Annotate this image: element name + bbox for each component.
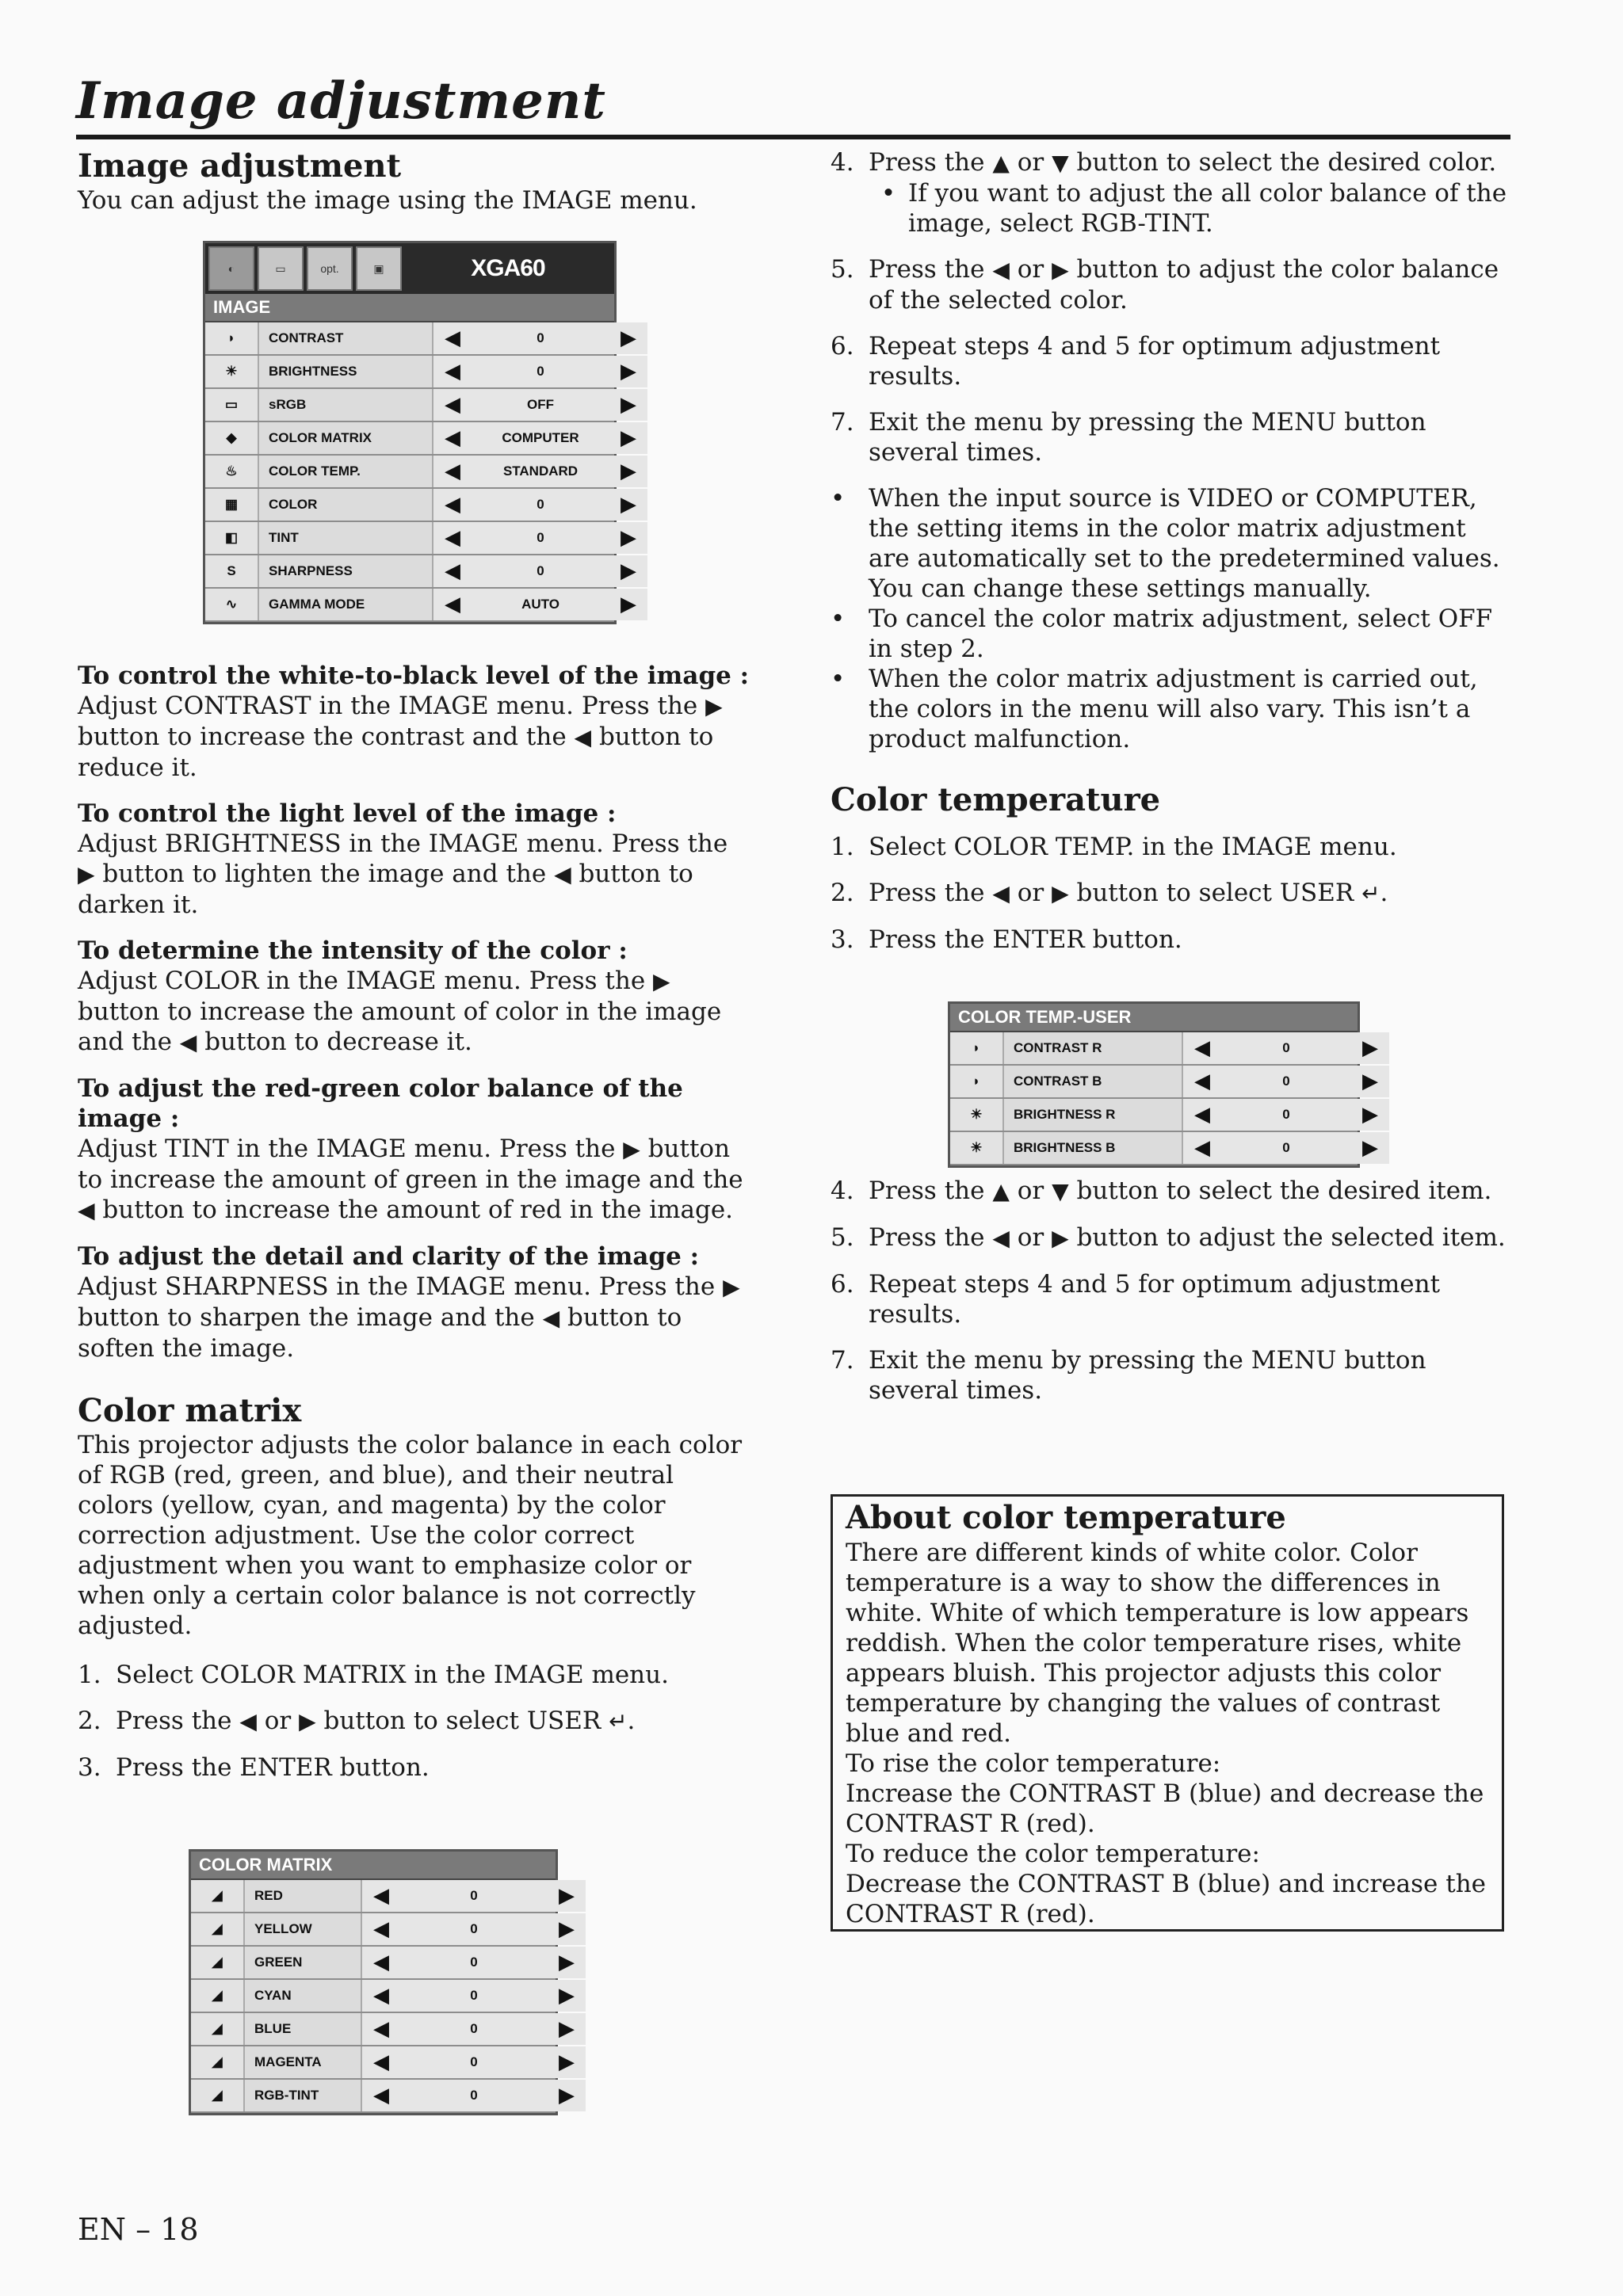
about-line-3: Increase the CONTRAST B (blue) and decrease the CONTRAST R (red). — [846, 1779, 1484, 1838]
about-line-4: To reduce the color temperature: — [846, 1840, 1260, 1868]
contrast-icon: ◗ — [205, 322, 259, 354]
right-arrow-icon[interactable]: ▶ — [1362, 1136, 1378, 1160]
menu-item-value[interactable] — [1183, 1099, 1389, 1131]
left-column — [78, 147, 751, 215]
right-arrow-icon[interactable]: ▶ — [621, 326, 636, 350]
left-arrow-icon[interactable]: ◀ — [373, 2017, 389, 2041]
right-arrow-icon: ▶ — [78, 861, 95, 887]
tab-install-icon[interactable]: ▣ — [356, 246, 402, 291]
menu-item-value[interactable] — [433, 356, 647, 387]
menu-item-value[interactable] — [362, 2080, 586, 2111]
left-text — [78, 661, 751, 1798]
menu-item-value[interactable] — [362, 1947, 586, 1978]
right-arrow-icon[interactable]: ▶ — [621, 493, 636, 517]
color-temp-icon: ♨ — [205, 456, 259, 487]
right-arrow-icon: ▶ — [705, 693, 723, 719]
left-arrow-icon[interactable]: ◀ — [445, 326, 460, 350]
red-icon: ◢ — [191, 1880, 245, 1912]
about-color-temperature-box — [831, 1494, 1504, 1932]
right-column-lower — [831, 1176, 1512, 1421]
menu-item-label: CONTRAST — [259, 322, 433, 354]
menu-item-value[interactable] — [1183, 1132, 1389, 1164]
value-text: COMPUTER — [502, 430, 579, 445]
menu-item-value[interactable] — [433, 589, 647, 620]
note-1: • When the input source is VIDEO or COMPUTER, the setting items in the color matrix adjustment are automatically set to the predetermined values. You can change these settings manually. — [831, 484, 1500, 603]
green-icon: ◢ — [191, 1947, 245, 1978]
menu-row[interactable] — [191, 1947, 575, 1980]
menu-row[interactable] — [950, 1066, 1378, 1099]
value-text: STANDARD — [502, 463, 579, 479]
model-name: XGA60 — [471, 255, 545, 281]
ct-step-7: 7. Exit the menu by pressing the MENU button several times. — [831, 1346, 1426, 1405]
srgb-icon: ▭ — [205, 389, 259, 421]
instruction-section: To adjust the red-green color balance of the image : Adjust TINT in the IMAGE menu. Press the ▶ button to increase the amount of green in the image and the ◀ button to increase the amount of red in the image. — [78, 1074, 743, 1224]
page-number: EN – 18 — [78, 2212, 199, 2247]
right-arrow-icon: ▶ — [1052, 257, 1069, 283]
section-heading-color-temperature: Color temperature — [831, 781, 1161, 818]
right-arrow-icon[interactable]: ▶ — [621, 593, 636, 616]
left-arrow-icon: ◀ — [574, 724, 592, 750]
down-arrow-icon: ▼ — [1052, 150, 1069, 176]
contrast-icon: ◗ — [950, 1066, 1004, 1097]
menu-item-value[interactable] — [362, 1913, 586, 1945]
right-arrow-icon[interactable]: ▶ — [621, 559, 636, 583]
right-arrow-icon[interactable]: ▶ — [1362, 1036, 1378, 1060]
left-arrow-icon: ◀ — [992, 1225, 1010, 1251]
left-arrow-icon: ◀ — [992, 880, 1010, 906]
instruction-section: To control the light level of the image : Adjust BRIGHTNESS in the IMAGE menu. Press the ▶ button to lighten the image and the ◀ button to darken it. — [78, 799, 728, 919]
section-heading-color-matrix: Color matrix — [78, 1392, 302, 1429]
menu-item-label: RED — [245, 1880, 362, 1912]
tab-option-label: opt. — [320, 262, 339, 275]
left-arrow-icon[interactable]: ◀ — [445, 393, 460, 417]
right-arrow-icon: ▶ — [1052, 880, 1069, 906]
left-arrow-icon: ◀ — [179, 1029, 197, 1055]
tab-image-icon[interactable]: ◐ — [208, 246, 254, 291]
menu-row[interactable] — [191, 2080, 575, 2113]
left-arrow-icon[interactable]: ◀ — [1194, 1136, 1210, 1160]
ct-step-4: 4. Press the ▲ or ▼ button to select the desired item. — [831, 1177, 1492, 1205]
left-arrow-icon[interactable]: ◀ — [445, 426, 460, 450]
right-arrow-icon[interactable]: ▶ — [559, 2017, 575, 2041]
step-4: 4. Press the ▲ or ▼ button to select the desired color. • If you want to adjust the all color balance of the image, select RGB-TINT. — [831, 148, 1507, 238]
menu-item-label: GAMMA MODE — [259, 589, 433, 620]
step-7: 7. Exit the menu by pressing the MENU button several times. — [831, 408, 1426, 467]
ct-step-6: 6. Repeat steps 4 and 5 for optimum adjustment results. — [831, 1270, 1441, 1329]
right-arrow-icon[interactable]: ▶ — [559, 1951, 575, 1974]
left-arrow-icon[interactable]: ◀ — [1194, 1036, 1210, 1060]
menu-row[interactable] — [191, 1913, 575, 1947]
menu-row[interactable] — [205, 322, 636, 356]
value-text: 0 — [537, 530, 544, 545]
left-arrow-icon[interactable]: ◀ — [373, 1917, 389, 1941]
menu-row[interactable] — [205, 356, 636, 389]
menu-item-label: CONTRAST R — [1004, 1032, 1183, 1064]
enter-icon: ↵ — [1361, 880, 1381, 906]
menu-item-label: TINT — [259, 522, 433, 554]
tab-option-icon[interactable] — [307, 246, 353, 291]
left-arrow-icon[interactable]: ◀ — [445, 360, 460, 383]
menu-row[interactable] — [205, 489, 636, 522]
menu-row[interactable] — [191, 1980, 575, 2013]
menu-item-value[interactable] — [362, 1880, 586, 1912]
menu-item-label: BLUE — [245, 2013, 362, 2045]
menu-item-label: sRGB — [259, 389, 433, 421]
instruction-section: To adjust the detail and clarity of the image : Adjust SHARPNESS in the IMAGE menu. Press the ▶ button to sharpen the image and the ◀ button to soften the image. — [78, 1242, 740, 1363]
ct-step-3: 3. Press the ENTER button. — [831, 925, 1182, 954]
right-arrow-icon: ▶ — [653, 968, 670, 994]
menu-row[interactable] — [205, 555, 636, 589]
menu-row[interactable] — [205, 522, 636, 555]
menu-item-label: BRIGHTNESS R — [1004, 1099, 1183, 1131]
right-arrow-icon[interactable]: ▶ — [559, 1917, 575, 1941]
value-text: 0 — [537, 364, 544, 379]
magenta-icon: ◢ — [191, 2046, 245, 2078]
menu-item-value[interactable] — [1183, 1066, 1389, 1097]
menu-item-value[interactable] — [433, 489, 647, 521]
left-arrow-icon: ◀ — [992, 257, 1010, 283]
ct-step-5: 5. Press the ◀ or ▶ button to adjust the selected item. — [831, 1223, 1506, 1252]
instruction-section: To determine the intensity of the color : Adjust COLOR in the IMAGE menu. Press the ▶ button to increase the amount of color in the image and the ◀ button to decrease it. — [78, 936, 722, 1056]
tint-icon: ◧ — [205, 522, 259, 554]
note-2: • To cancel the color matrix adjustment, select OFF in step 2. — [831, 605, 1493, 663]
value-text: 0 — [1282, 1040, 1290, 1055]
left-arrow-icon[interactable]: ◀ — [373, 1984, 389, 2008]
right-arrow-icon: ▶ — [299, 1708, 316, 1734]
yellow-icon: ◢ — [191, 1913, 245, 1945]
cm-step-3: 3. Press the ENTER button. — [78, 1753, 430, 1782]
brightness-icon: ☀ — [950, 1132, 1004, 1164]
left-arrow-icon: ◀ — [554, 861, 571, 887]
brightness-icon: ☀ — [950, 1099, 1004, 1131]
cm-step-1: 1. Select COLOR MATRIX in the IMAGE menu. — [78, 1661, 669, 1689]
menu-item-label: COLOR TEMP. — [259, 456, 433, 487]
right-arrow-icon[interactable]: ▶ — [621, 460, 636, 483]
value-text: 0 — [470, 1988, 478, 2003]
menu-item-value[interactable] — [433, 555, 647, 587]
menu-item-label: COLOR MATRIX — [259, 422, 433, 454]
menu-row[interactable] — [950, 1032, 1378, 1066]
step-5: 5. Press the ◀ or ▶ button to adjust the color balance of the selected color. — [831, 255, 1499, 315]
right-arrow-icon[interactable]: ▶ — [1362, 1070, 1378, 1093]
value-text: OFF — [527, 397, 554, 412]
left-arrow-icon: ◀ — [78, 1197, 95, 1223]
menu-item-value[interactable] — [433, 322, 647, 354]
menu-item-label: COLOR — [259, 489, 433, 521]
menu-item-label: GREEN — [245, 1947, 362, 1978]
menu-row[interactable] — [205, 589, 636, 622]
value-text: 0 — [470, 1921, 478, 1936]
cm-step-2: 2. Press the ◀ or ▶ button to select USER ↵. — [78, 1707, 636, 1735]
value-text: 0 — [537, 497, 544, 512]
value-text: 0 — [537, 330, 544, 345]
value-text: 0 — [470, 2088, 478, 2103]
right-arrow-icon[interactable]: ▶ — [559, 1984, 575, 2008]
note-3: • When the color matrix adjustment is carried out, the colors in the menu will also vary. This isn’t a product malfunction. — [831, 665, 1478, 753]
color-icon: ▦ — [205, 489, 259, 521]
left-arrow-icon[interactable]: ◀ — [445, 593, 460, 616]
right-arrow-icon[interactable]: ▶ — [621, 526, 636, 550]
tab-display-icon[interactable]: ▭ — [258, 246, 304, 291]
menu-row[interactable] — [191, 2013, 575, 2046]
menu-item-label: YELLOW — [245, 1913, 362, 1945]
ct-step-1: 1. Select COLOR TEMP. in the IMAGE menu. — [831, 833, 1397, 861]
right-arrow-icon[interactable]: ▶ — [559, 2050, 575, 2074]
color-matrix-icon: ◆ — [205, 422, 259, 454]
contrast-icon: ◗ — [950, 1032, 1004, 1064]
left-arrow-icon[interactable]: ◀ — [445, 493, 460, 517]
right-column — [831, 147, 1512, 971]
menu-row[interactable] — [191, 2046, 575, 2080]
intro-text: You can adjust the image using the IMAGE menu. — [78, 186, 697, 215]
left-arrow-icon[interactable]: ◀ — [445, 460, 460, 483]
menu-item-label: SHARPNESS — [259, 555, 433, 587]
rgb-tint-icon: ◢ — [191, 2080, 245, 2111]
about-heading: About color temperature — [846, 1499, 1286, 1536]
left-arrow-icon[interactable]: ◀ — [373, 2050, 389, 2074]
right-arrow-icon[interactable]: ▶ — [559, 1884, 575, 1908]
instruction-section: To control the white-to-black level of the image : Adjust CONTRAST in the IMAGE menu. Press the ▶ button to increase the contrast and the ◀ button to reduce it. — [78, 662, 750, 782]
section-heading-image-adjustment: Image adjustment — [78, 147, 402, 185]
menu-item-label: MAGENTA — [245, 2046, 362, 2078]
value-text: 0 — [1282, 1140, 1290, 1155]
right-arrow-icon[interactable]: ▶ — [621, 426, 636, 450]
left-arrow-icon[interactable]: ◀ — [373, 2084, 389, 2107]
left-arrow-icon[interactable]: ◀ — [1194, 1103, 1210, 1127]
menu-row[interactable] — [205, 456, 636, 489]
menu-item-label: CYAN — [245, 1980, 362, 2012]
right-arrow-icon: ▶ — [1052, 1225, 1069, 1251]
menu-item-value[interactable] — [362, 2013, 586, 2045]
menu-row[interactable] — [205, 422, 636, 456]
right-arrow-icon: ▶ — [623, 1136, 640, 1162]
menu-row[interactable] — [205, 389, 636, 422]
brightness-icon: ☀ — [205, 356, 259, 387]
color-temp-menu — [948, 1001, 1378, 1168]
value-text: 0 — [537, 563, 544, 578]
image-menu — [203, 241, 636, 624]
menu-item-label: RGB-TINT — [245, 2080, 362, 2111]
blue-icon: ◢ — [191, 2013, 245, 2045]
step-6: 6. Repeat steps 4 and 5 for optimum adjustment results. — [831, 332, 1441, 391]
left-arrow-icon[interactable]: ◀ — [373, 1884, 389, 1908]
menu-item-label: CONTRAST B — [1004, 1066, 1183, 1097]
value-text: 0 — [1282, 1074, 1290, 1089]
down-arrow-icon: ▼ — [1052, 1178, 1069, 1204]
menu-item-label: BRIGHTNESS B — [1004, 1132, 1183, 1164]
title-rule — [76, 135, 1510, 139]
value-text: 0 — [1282, 1107, 1290, 1122]
enter-icon: ↵ — [609, 1708, 628, 1734]
right-arrow-icon: ▶ — [723, 1274, 740, 1300]
color-matrix-menu — [189, 1849, 575, 2115]
menu-row[interactable] — [950, 1132, 1378, 1165]
value-text: AUTO — [521, 597, 559, 612]
sharpness-icon: S — [205, 555, 259, 587]
menu-row[interactable] — [191, 1880, 575, 1913]
menu-title: IMAGE — [205, 294, 614, 322]
left-arrow-icon[interactable]: ◀ — [1194, 1070, 1210, 1093]
left-arrow-icon[interactable]: ◀ — [445, 559, 460, 583]
color-matrix-body: This projector adjusts the color balance in each color of RGB (red, green, and blue), and their neutral colors (yellow, cyan, and magenta) by the color correction adjustment. Use the color correct adjustment when you want to emphasize color or when only a certain color balance is not correctly adjusted. — [78, 1431, 743, 1640]
value-text: 0 — [470, 1955, 478, 1970]
about-line-5: Decrease the CONTRAST B (blue) and increase the CONTRAST R (red). — [846, 1870, 1487, 1928]
menu-item-value[interactable] — [433, 389, 647, 421]
right-arrow-icon[interactable]: ▶ — [621, 393, 636, 417]
left-arrow-icon[interactable]: ◀ — [445, 526, 460, 550]
about-line-2: To rise the color temperature: — [846, 1749, 1221, 1778]
value-text: 0 — [470, 2054, 478, 2069]
menu-title: COLOR TEMP.-USER — [950, 1004, 1358, 1032]
page-title: Image adjustment — [76, 71, 606, 131]
cyan-icon: ◢ — [191, 1980, 245, 2012]
menu-item-value[interactable] — [433, 422, 647, 454]
up-arrow-icon: ▲ — [992, 150, 1010, 176]
left-arrow-icon: ◀ — [239, 1708, 257, 1734]
value-text: 0 — [470, 1888, 478, 1903]
gamma-icon: ∿ — [205, 589, 259, 620]
menu-item-value[interactable] — [362, 2046, 586, 2078]
menu-item-value[interactable] — [433, 456, 647, 487]
right-arrow-icon[interactable]: ▶ — [621, 360, 636, 383]
up-arrow-icon: ▲ — [992, 1178, 1010, 1204]
value-text: 0 — [470, 2021, 478, 2036]
menu-item-value[interactable] — [362, 1980, 586, 2012]
menu-title: COLOR MATRIX — [191, 1852, 556, 1880]
left-arrow-icon[interactable]: ◀ — [373, 1951, 389, 1974]
menu-item-label: BRIGHTNESS — [259, 356, 433, 387]
right-arrow-icon[interactable]: ▶ — [559, 2084, 575, 2107]
menu-item-value[interactable] — [433, 522, 647, 554]
menu-tabs — [205, 243, 614, 294]
menu-item-value[interactable] — [1183, 1032, 1389, 1064]
left-arrow-icon: ◀ — [542, 1305, 560, 1331]
about-line-1: There are different kinds of white color. Color temperature is a way to show the differences in white. White of which temperature is low appears reddish. When the color temperature rises, white appears bluish. This projector adjusts this color temperature by changing the values of contrast blue and red. — [846, 1539, 1469, 1748]
ct-step-2: 2. Press the ◀ or ▶ button to select USER ↵. — [831, 879, 1388, 907]
menu-row[interactable] — [950, 1099, 1378, 1132]
right-arrow-icon[interactable]: ▶ — [1362, 1103, 1378, 1127]
